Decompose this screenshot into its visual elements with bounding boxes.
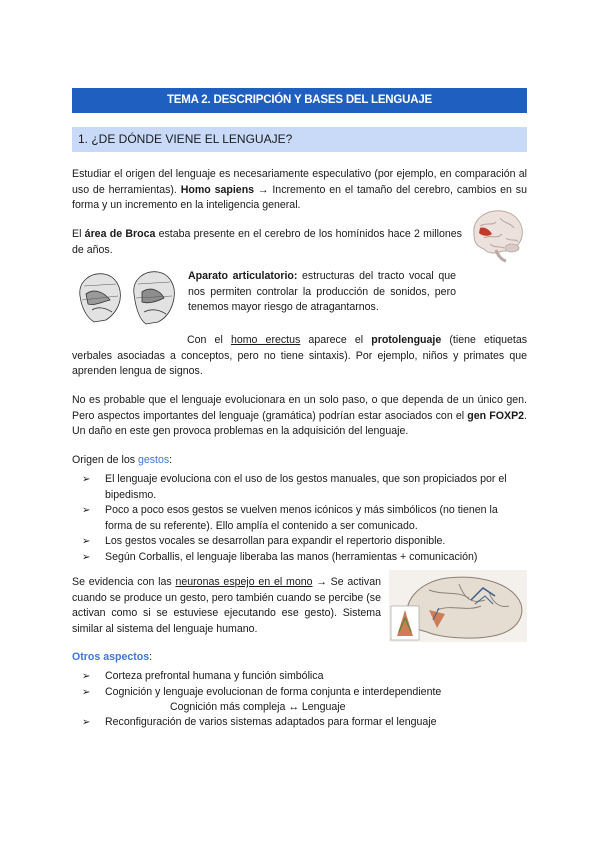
list-item: ➢ Cognición y lenguaje evolucionan de forma conjunta e interdependiente — [72, 685, 527, 701]
term-aparato-articulatorio: Aparato articulatorio: — [188, 270, 298, 282]
page-title: TEMA 2. DESCRIPCIÓN Y BASES DEL LENGUAJE — [72, 88, 527, 113]
list-item: ➢ Poco a poco esos gestos se vuelven menos icónicos y más simbólicos (no tienen la forma de su referente). Ello amplía el contenido a ser comunicado. — [72, 503, 527, 534]
list-item: ➢ Los gestos vocales se desarrollan para expandir el repertorio disponible. — [72, 534, 527, 550]
term-protolenguaje: protolenguaje — [371, 334, 442, 346]
list-item: ➢ Reconfiguración de varios sistemas adaptados para formar el lenguaje — [72, 715, 527, 731]
section-heading: 1. ¿DE DÓNDE VIENE EL LENGUAJE? — [72, 127, 527, 152]
term-broca: área de Broca — [84, 228, 156, 240]
term-mirror-neurons: neuronas espejo en el mono — [175, 576, 313, 588]
other-aspects-list — [72, 669, 527, 700]
vocal-tract-heads-image — [72, 266, 182, 330]
cognition-language-relation: Cognición más compleja ↔ Lenguaje — [170, 701, 346, 713]
term-homo-sapiens: Homo sapiens — [180, 183, 255, 196]
gestures-link-text: gestos — [137, 454, 170, 466]
brain-broca-image — [466, 204, 528, 264]
monkey-brain-image — [389, 570, 527, 642]
other-aspects-heading: Otros aspectos: — [72, 651, 153, 663]
term-foxp2: gen FOXP2 — [467, 409, 525, 422]
list-item: ➢ Según Corballis, el lenguaje liberaba las manos (herramientas + comunicación) — [72, 550, 527, 566]
other-aspects-list-end — [72, 715, 527, 731]
paragraph-protolanguage: Con el homo erectus aparece el protolenguaje (tiene etiquetas verbales asociadas a conceptos, pero no tiene sintaxis). Por ejemplo, niños y primates que aprenden lengua de signos. — [72, 334, 528, 377]
gestures-list — [72, 472, 527, 565]
paragraph-broca: El área de Broca estaba presente en el cerebro de los homínidos hace 2 millones de años. — [72, 228, 462, 256]
paragraph-foxp2: No es probable que el lenguaje evolucionara en un solo paso, o que dependa de un único gen. Pero aspectos importantes del lenguaje (gramática) podrían estar asociados con el gen FOXP2. Un daño en este gen provoca problemas en la adquisición del lenguaje. — [72, 394, 527, 437]
paragraph-articulatory: Aparato articulatorio: estructuras del tracto vocal que nos permiten controlar la producción de sonidos, pero tenemos mayor riesgo de atragantarnos. — [188, 270, 456, 313]
list-item: ➢ El lenguaje evoluciona con el uso de los gestos manuales, que son propiciados por el bipedismo. — [72, 472, 527, 503]
list-item: ➢ Corteza prefrontal humana y función simbólica — [72, 669, 527, 685]
paragraph-mirror-neurons: Se evidencia con las neuronas espejo en el mono → Se activan cuando se produce un gesto, pero también cuando se percibe (se activan como si se estuviese ejecutando ese gesto). Sistema similar al sistema del lenguaje humano. — [72, 576, 381, 635]
other-aspects-title: Otros aspectos — [72, 651, 150, 663]
paragraph-origin: Estudiar el origen del lenguaje es necesariamente especulativo (por ejemplo, en comparación al uso de herramientas). Homo sapiens → Incremento en el tamaño del cerebro, cambios en su forma y un incremento en la inteligencia general. — [72, 168, 527, 211]
gestures-heading: Origen de los gestos: — [72, 454, 173, 466]
term-homo-erectus: homo erectus — [230, 334, 301, 346]
